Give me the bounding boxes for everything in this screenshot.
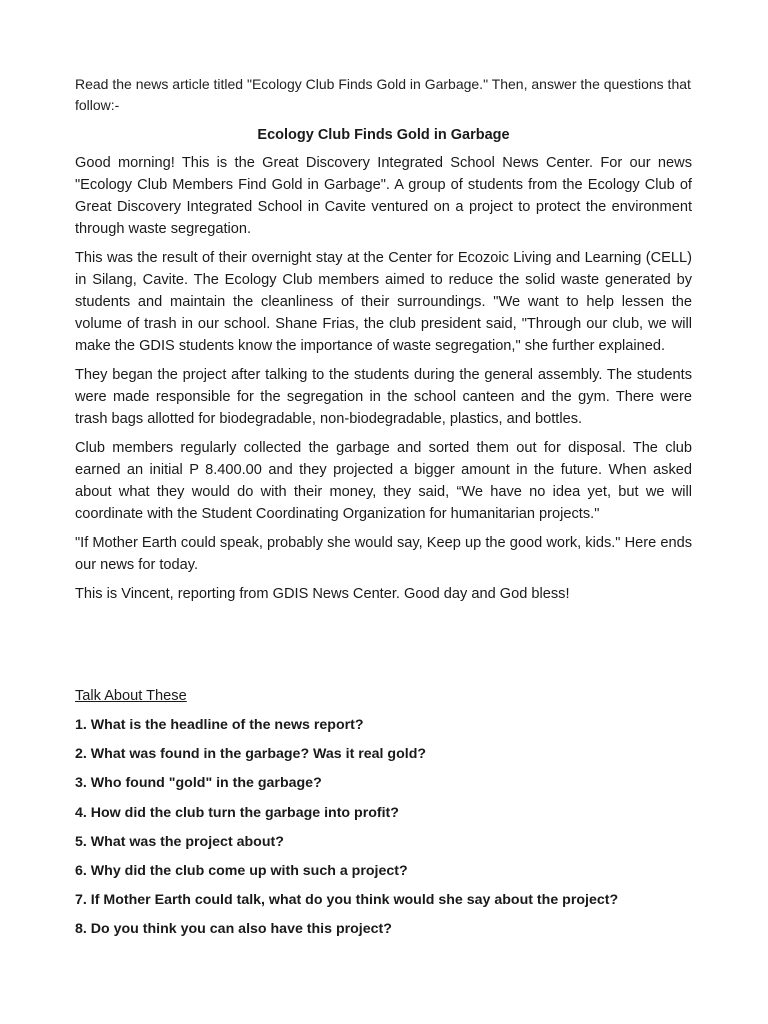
question-item: 3. Who found "gold" in the garbage? [75, 775, 322, 792]
instructions-text: Read the news article titled "Ecology Club Finds Gold in Garbage." Then, answer the questions that follow:- [75, 76, 691, 113]
article-paragraph: This was the result of their overnight stay at the Center for Ecozoic Living and Learning (CELL) in Silang, Cavite. The Ecology Club members aimed to reduce the solid waste generated by students and maintain the cleanliness of their surroundings. "We want to help lessen the volume of trash in our school. Shane Frias, the club president said, "Through our club, we will make the GDIS students know the importance of waste segregation," she further explained. [75, 250, 692, 354]
question-list [75, 715, 715, 949]
article-body [75, 152, 692, 612]
talk-about-heading: Talk About These [75, 688, 187, 704]
question-item: 1. What is the headline of the news report? [75, 717, 364, 733]
question-item: 7. If Mother Earth could talk, what do you think would she say about the project? [75, 892, 619, 909]
question-item: 4. How did the club turn the garbage into profit? [75, 804, 399, 821]
article-paragraph: They began the project after talking to the students during the general assembly. The students were made responsible for the segregation in the school canteen and the gym. There were trash bags allotted for biodegradable, non-biodegradable, plastics, and bottles. [75, 367, 692, 427]
article-paragraph: "If Mother Earth could speak, probably she would say, Keep up the good work, kids." Here ends our news for today. [75, 535, 692, 573]
article-paragraph: Good morning! This is the Great Discovery Integrated School News Center. For our news "Ecology Club Members Find Gold in Garbage". A group of students from the Ecology Club of Great Discovery Integrated School in Cavite ventured on a project to protect the environment through waste segregation. [75, 155, 692, 237]
question-item: 2. What was found in the garbage? Was it real gold? [75, 746, 427, 763]
article-title: Ecology Club Finds Gold in Garbage [257, 127, 510, 143]
question-item: 5. What was the project about? [75, 833, 284, 850]
question-item: 8. Do you think you can also have this project? [75, 921, 392, 938]
article-paragraph: This is Vincent, reporting from GDIS News Center. Good day and God bless! [75, 586, 570, 602]
question-item: 6. Why did the club come up with such a project? [75, 862, 408, 879]
article-paragraph: Club members regularly collected the garbage and sorted them out for disposal. The club earned an initial P 8.400.00 and they projected a bigger amount in the future. When asked about what they would do with their money, they said, “We have no idea yet, but we will coordinate with the Student Coordinating Organization for humanitarian projects." [75, 440, 692, 522]
